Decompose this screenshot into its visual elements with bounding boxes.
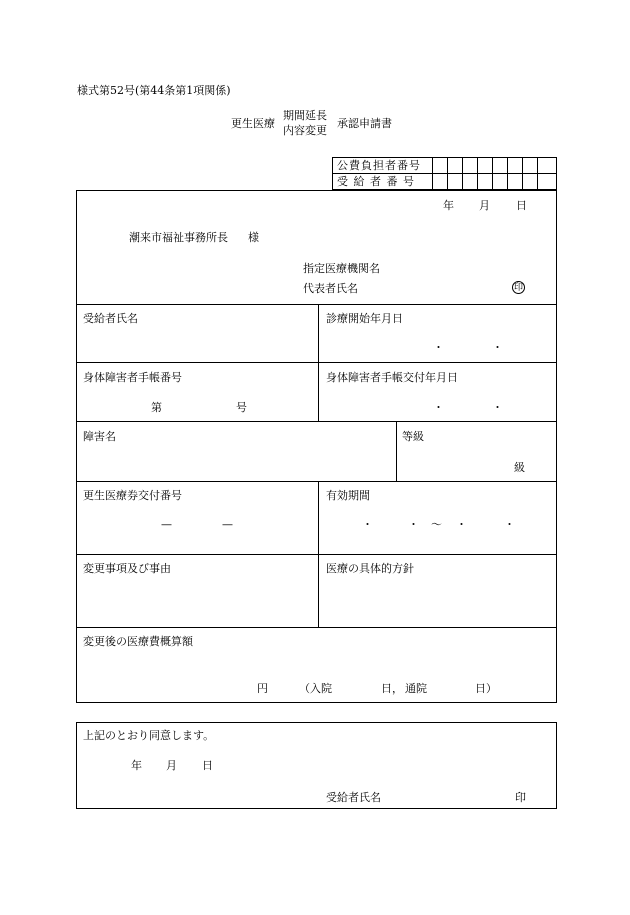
outpatient-days: 日）: [475, 682, 497, 695]
treatment-start-label: 診療開始年月日: [326, 312, 403, 325]
handbook-number-label: 身体障害者手帳番号: [83, 371, 182, 384]
valid-period-label: 有効期間: [326, 489, 370, 502]
consent-seal: 印: [515, 791, 526, 804]
valid-dot-3: ・: [456, 518, 467, 531]
title-middle-bottom: 内容変更: [283, 124, 327, 137]
seal-mark: 印: [513, 283, 523, 293]
recipient-name-label: 受給者氏名: [83, 312, 138, 325]
cost-yen: 円: [257, 682, 268, 695]
consent-name-label: 受給者氏名: [326, 791, 381, 804]
ticket-dash-2: —: [222, 518, 233, 531]
consent-day: 日: [202, 759, 213, 772]
title-left: 更生医療: [231, 117, 275, 130]
handbook-date-label: 身体障害者手帳交付年月日: [326, 371, 458, 384]
handbook-date-dot-1: ・: [433, 401, 444, 414]
title-middle-top: 期間延長: [283, 109, 327, 122]
consent-month: 月: [166, 759, 177, 772]
handbook-dai: 第: [151, 401, 162, 414]
outpatient-label: 通院: [405, 682, 427, 695]
ticket-number-label: 更生医療券交付番号: [83, 489, 182, 502]
recipient-number-label: 受給者番号: [337, 175, 420, 188]
handbook-date-dot-2: ・: [492, 401, 503, 414]
treatment-start-dot-2: ・: [492, 341, 503, 354]
valid-dot-4: ・: [504, 518, 515, 531]
treatment-policy-label: 医療の具体的方針: [326, 562, 414, 575]
institution-label: 指定医療機関名: [303, 262, 380, 275]
addressee-honorific: 様: [248, 231, 259, 244]
title-right: 承認申請書: [337, 117, 392, 130]
ticket-dash-1: —: [161, 518, 172, 531]
date-day: 日: [516, 199, 527, 212]
valid-dot-2: ・: [408, 518, 419, 531]
handbook-gou: 号: [236, 401, 247, 414]
public-payer-number-label: 公費負担者番号: [337, 159, 421, 172]
grade-unit: 級: [514, 461, 525, 474]
consent-text: 上記のとおり同意します。: [83, 729, 215, 742]
inpatient-label: （入院: [299, 682, 332, 695]
form-id: 様式第52号(第44条第1項関係): [77, 84, 231, 97]
treatment-start-dot-1: ・: [433, 341, 444, 354]
representative-label: 代表者氏名: [303, 282, 358, 295]
grade-label: 等級: [402, 430, 424, 443]
addressee: 潮来市福祉事務所長: [129, 231, 228, 244]
date-month: 月: [479, 199, 490, 212]
cost-estimate-label: 変更後の医療費概算額: [83, 635, 193, 648]
disability-name-label: 障害名: [83, 430, 116, 443]
consent-year: 年: [131, 759, 142, 772]
valid-dot-1: ・: [362, 518, 373, 531]
valid-tilde: 〜: [431, 518, 442, 531]
change-items-label: 変更事項及び事由: [83, 562, 171, 575]
inpatient-days: 日，: [381, 682, 403, 695]
date-year: 年: [443, 199, 454, 212]
